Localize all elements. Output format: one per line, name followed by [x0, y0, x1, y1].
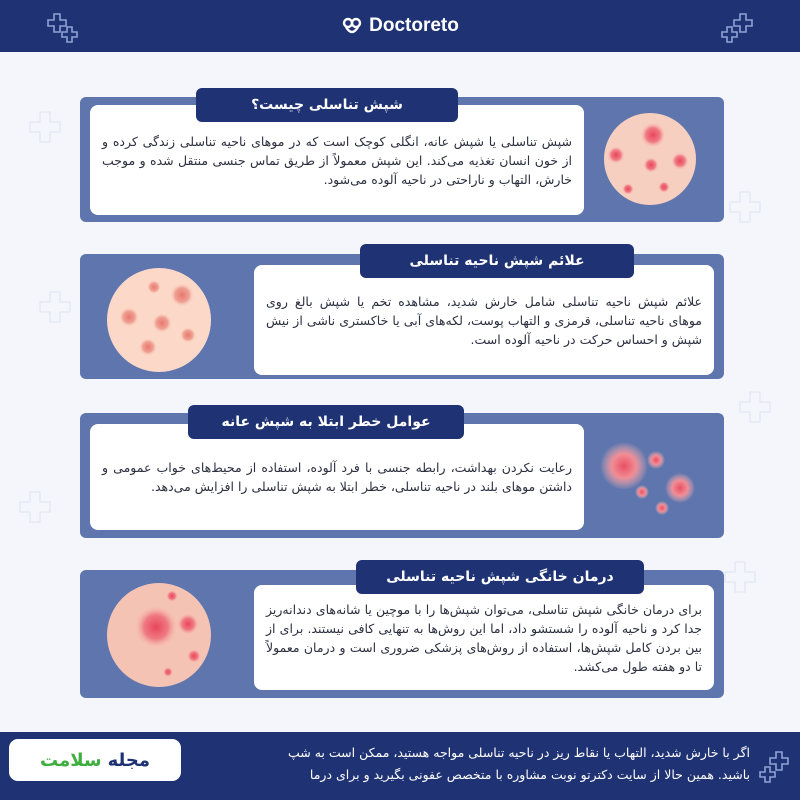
section-body: برای درمان خانگی شپش تناسلی، می‌توان شپش‌ها را با موچین یا شانه‌های دندانه‌ریز جدا کرد و ناحیه آلوده را شستشو داد، اما این روش‌ها به تنهایی کافی نیستند. برای از بین بردن کامل شپش‌ها، استفاده از روش‌های پزشکی ضروری است و درمان معمولاً تا دو هفته طول می‌کشد. — [254, 585, 714, 690]
brand-logo[interactable] — [0, 0, 800, 52]
magazine-word: مجله — [107, 749, 150, 771]
logo-icon — [341, 15, 363, 37]
section-body: شپش تناسلی یا شپش عانه، انگلی کوچک است که در موهای ناحیه تناسلی زندگی کرده و از خون انسان تغذیه می‌کند. این شپش معمولاً از طریق تماس جنسی منتقل شده و موجب خارش، التهاب و ناراحتی در ناحیه آلوده می‌شود. — [90, 105, 584, 215]
section-title: شپش تناسلی چیست؟ — [196, 88, 458, 122]
footer-line-1: اگر با خارش شدید، التهاب یا نقاط ریز در ناحیه تناسلی مواجه هستید، ممکن است به شپ — [288, 745, 750, 760]
footer-cta-text — [190, 742, 750, 786]
skin-rash-illustration — [104, 265, 214, 375]
health-word: سلامت — [40, 749, 102, 771]
section-body: علائم شپش ناحیه تناسلی شامل خارش شدید، مشاهده تخم یا شپش بالغ روی موهای ناحیه تناسلی، قرمزی و التهاب پوست، لکه‌های آبی یا خاکستری ناشی از نیش شپش و احساس حرکت در ناحیه آلوده است. — [254, 265, 714, 375]
section-title: درمان خانگی شپش ناحیه تناسلی — [356, 560, 644, 594]
section-title: علائم شپش ناحیه تناسلی — [360, 244, 634, 278]
medical-cross-icon — [756, 748, 796, 788]
brand-name: Doctoreto — [369, 15, 459, 36]
skin-rash-illustration — [104, 580, 214, 690]
skin-rash-illustration — [598, 113, 702, 205]
section-body: رعایت نکردن بهداشت، رابطه جنسی با فرد آلوده، استفاده از محیط‌های خواب عمومی و داشتن موهای بلند در ناحیه تناسلی، خطر ابتلا به شپش تناسلی را افزایش می‌دهد. — [90, 424, 584, 530]
section-title: عوامل خطر ابتلا به شپش عانه — [188, 405, 464, 439]
footer-line-2: باشید. همین حالا از سایت دکترتو نوبت مشاوره با متخصص عفونی بگیرید و برای درما — [309, 767, 750, 782]
magazine-badge[interactable] — [6, 736, 184, 784]
skin-rash-illustration — [598, 440, 702, 520]
